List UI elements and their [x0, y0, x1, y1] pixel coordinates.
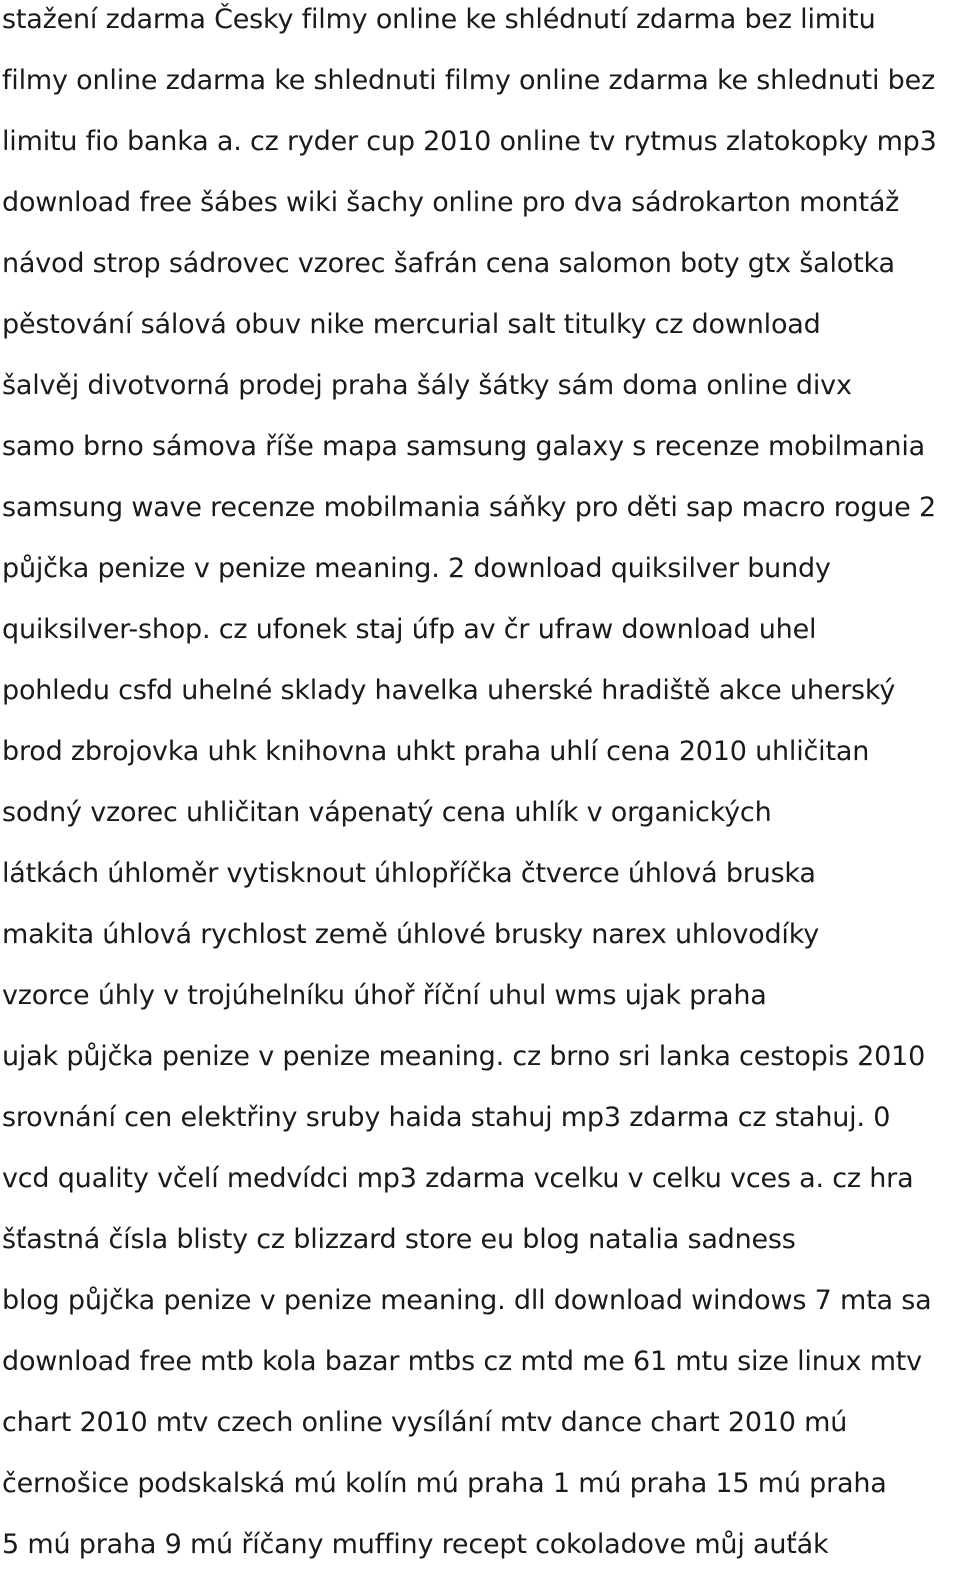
- text-line: download free mtb kola bazar mtbs cz mtd me 61 mtu size linux mtv: [2, 1346, 922, 1377]
- text-line: šťastná čísla blisty cz blizzard store eu blog natalia sadness: [2, 1224, 796, 1255]
- text-line: pěstování sálová obuv nike mercurial salt titulky cz download: [2, 309, 821, 340]
- text-line: makita úhlová rychlost země úhlové brusky narex uhlovodíky: [2, 919, 819, 950]
- text-line: chart 2010 mtv czech online vysílání mtv dance chart 2010 mú: [2, 1407, 848, 1438]
- text-line: quiksilver-shop. cz ufonek staj úfp av čr ufraw download uhel: [2, 614, 817, 645]
- text-line: blog půjčka penize v penize meaning. dll download windows 7 mta sa: [2, 1285, 932, 1316]
- text-line: šalvěj divotvorná prodej praha šály šátky sám doma online divx: [2, 370, 852, 401]
- text-line: samsung wave recenze mobilmania sáňky pro děti sap macro rogue 2: [2, 492, 936, 523]
- text-line: stažení zdarma Česky filmy online ke shlédnutí zdarma bez limitu: [2, 4, 876, 35]
- text-line: pohledu csfd uhelné sklady havelka uherské hradiště akce uherský: [2, 675, 896, 706]
- text-line: půjčka penize v penize meaning. 2 download quiksilver bundy: [2, 553, 831, 584]
- text-line: vzorce úhly v trojúhelníku úhoř říční uhul wms ujak praha: [2, 980, 767, 1011]
- text-line: brod zbrojovka uhk knihovna uhkt praha uhlí cena 2010 uhličitan: [2, 736, 870, 767]
- text-line: 5 mú praha 9 mú říčany muffiny recept cokoladove můj auťák: [2, 1529, 829, 1560]
- text-line: srovnání cen elektřiny sruby haida stahuj mp3 zdarma cz stahuj. 0: [2, 1102, 891, 1133]
- text-line: sodný vzorec uhličitan vápenatý cena uhlík v organických: [2, 797, 772, 828]
- text-line: ujak půjčka penize v penize meaning. cz brno sri lanka cestopis 2010: [2, 1041, 926, 1072]
- text-line: samo brno sámova říše mapa samsung galaxy s recenze mobilmania: [2, 431, 925, 462]
- text-line: filmy online zdarma ke shlednuti filmy online zdarma ke shlednuti bez: [2, 65, 935, 96]
- text-line: download free šábes wiki šachy online pro dva sádrokarton montáž: [2, 187, 900, 218]
- text-line: vcd quality včelí medvídci mp3 zdarma vcelku v celku vces a. cz hra: [2, 1163, 914, 1194]
- text-line: návod strop sádrovec vzorec šafrán cena salomon boty gtx šalotka: [2, 248, 895, 279]
- text-line: látkách úhloměr vytisknout úhlopříčka čtverce úhlová bruska: [2, 858, 816, 889]
- text-line: limitu fio banka a. cz ryder cup 2010 online tv rytmus zlatokopky mp3: [2, 126, 937, 157]
- text-line: černošice podskalská mú kolín mú praha 1 mú praha 15 mú praha: [2, 1468, 887, 1499]
